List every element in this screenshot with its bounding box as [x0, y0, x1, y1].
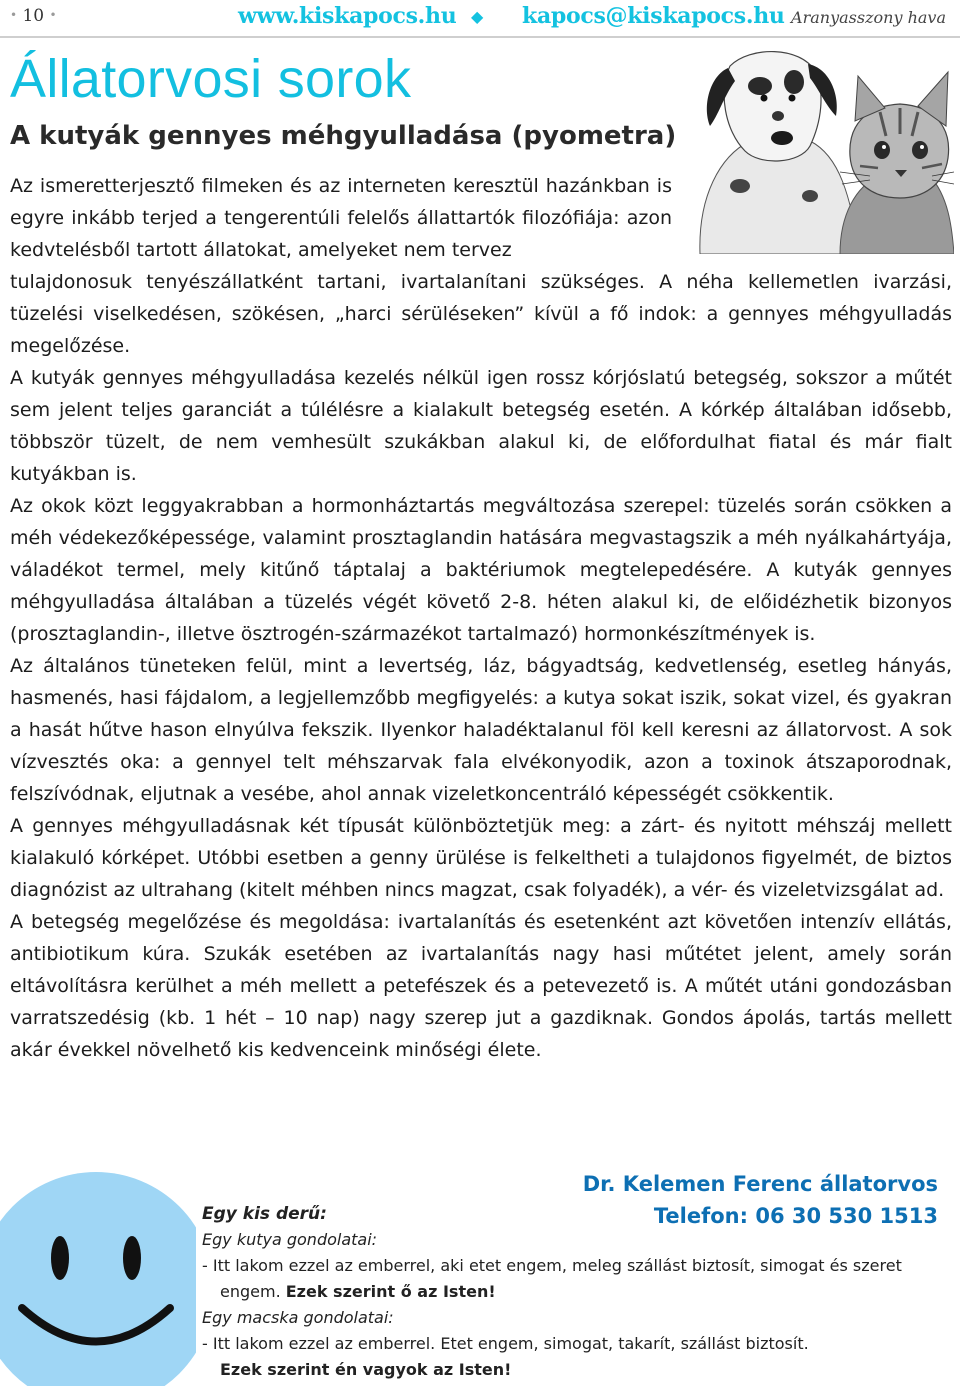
paragraph-intro-b: tulajdonosuk tenyészállatként tartani, ivartalanítani szükséges. A néha kellemetlen ivarzási, tüzelési viselkedésen, szökésen, „harci sérüléseken” kívül a fő indok: a gennyes méhgyulladás megelőzése.: [10, 271, 952, 357]
cat-conclusion: Ezek szerint én vagyok az Isten!: [220, 1360, 512, 1379]
cat-line: - Itt lakom ezzel az emberrel. Etet engem, simogat, takarít, szállást biztosít.: [202, 1334, 809, 1353]
paragraph-intro-a: Az ismeretterjesztő filmeken és az interneten keresztül hazánkban is egyre inkább terjed a tengerentúli felelős állattartók filozófiája: azon kedvtelésből tartott állatokat, amelyeket nem tervez: [10, 175, 672, 261]
dog-thought: [202, 1253, 922, 1305]
paragraph-3: Az okok közt leggyakrabban a hormonháztartás megváltozása szerepel: tüzelés során csökken a méh védekezőképessége, valamint prosztaglandin hatására megvastagszik a méh nyálkahártyája, váladékot termel, mely kitűnő táptalaj a baktériumok megtelepedésére. A kutyák gennyes méhgyulladása általában a tüzelés végét követő 2-8. héten alakul ki, de előidézhetik bizonyos (prosztaglandin-, illetve ösztrogén-származékot tartalmazó) hormonkészítmények is.: [10, 495, 952, 645]
header-divider: [0, 36, 960, 38]
author-phone: Telefon: 06 30 530 1513: [653, 1204, 938, 1228]
paragraph-4: Az általános tüneteken felül, mint a levertség, láz, bágyadtság, kedvetlenség, esetleg hányás, hasmenés, hasi fájdalom, a legjellemzőbb megfigyelés: a kutya sokat iszik, sokat vizel, és gyakran a hasát hűtve hason elnyúlva fekszik. Ilyenkor haladéktalanul föl kell keresni az állatorvost. A sok vízvesztés oka: a gennyel telt méhszarvak fala elvékonyodik, azon a toxinok átszaporodnak, felszívódnak, eljutnak a vesébe, ahol annak vizeletkoncentráló képességét csökkentik.: [10, 655, 952, 805]
page-number-text: 10: [22, 6, 45, 26]
page-header: [0, 0, 960, 38]
dog-heading: Egy kutya gondolatai:: [202, 1230, 378, 1249]
paragraph-5: A gennyes méhgyulladásnak két típusát különböztetjük meg: a zárt- és nyitott méhszáj mellett kialakuló kórképet. Utóbbi esetben a genny ürülése is felkeltheti a tulajdonos figyelmét, de biztos diagnózist az ultrahang (kitelt méhben nincs magzat, csak folyadék), a vér- és vizeletvizsgálat ad.: [10, 815, 952, 901]
author-name: Dr. Kelemen Ferenc állatorvos: [582, 1172, 938, 1196]
cat-thought: [202, 1331, 922, 1383]
dog-line: - Itt lakom ezzel az emberrel, aki etet engem, meleg szállást biztosít, simogat és szeret engem.: [202, 1256, 902, 1301]
diamond-icon: ◆: [471, 9, 484, 26]
paragraph-6: A betegség megelőzése és megoldása: ivartalanítás és esetenként azt követően intenzív ellátás, antibiotikum kúra. Szukák esetében az ivartalanítás nagy hasi műtétet jelent, amely során eltávolításra kerülhet a méh mellett a petefészek és a petevezető is. A műtét utáni gondozásban varratszedésig (kb. 1 hét – 10 nap) nagy szerep jut a gazdiknak. Gondos ápolás, tartás mellett akár évekkel növelhető kis kedvenceink minőségi élete.: [10, 911, 952, 1061]
page-number: • 10 •: [10, 6, 57, 26]
issue-month: Aranyasszony hava: [791, 8, 946, 27]
article-subtitle: A kutyák gennyes méhgyulladása (pyometra): [10, 121, 677, 151]
smiley-face-icon: [0, 1170, 220, 1386]
cat-heading: Egy macska gondolatai:: [202, 1308, 394, 1327]
joke-heading: Egy kis derű:: [202, 1204, 327, 1224]
website-link[interactable]: www.kiskapocs.hu: [238, 3, 457, 29]
dog-conclusion: Ezek szerint ő az Isten!: [285, 1282, 496, 1301]
page-title: Állatorvosi sorok: [10, 49, 412, 109]
article-body: [10, 170, 952, 1066]
joke-section: [202, 1201, 922, 1383]
paragraph-2: A kutyák gennyes méhgyulladása kezelés nélkül igen rossz kórjóslatú betegség, sokszor a műtét sem jelent teljes garanciát a túlélésre a kialakult betegség esetén. A kórkép általában idősebb, többször tüzelt, de nem vemhesült szukákban alakul ki, de előfordulhat fiatal és már fialt kutyákban is.: [10, 367, 952, 485]
email-link[interactable]: kapocs@kiskapocs.hu: [522, 3, 785, 29]
